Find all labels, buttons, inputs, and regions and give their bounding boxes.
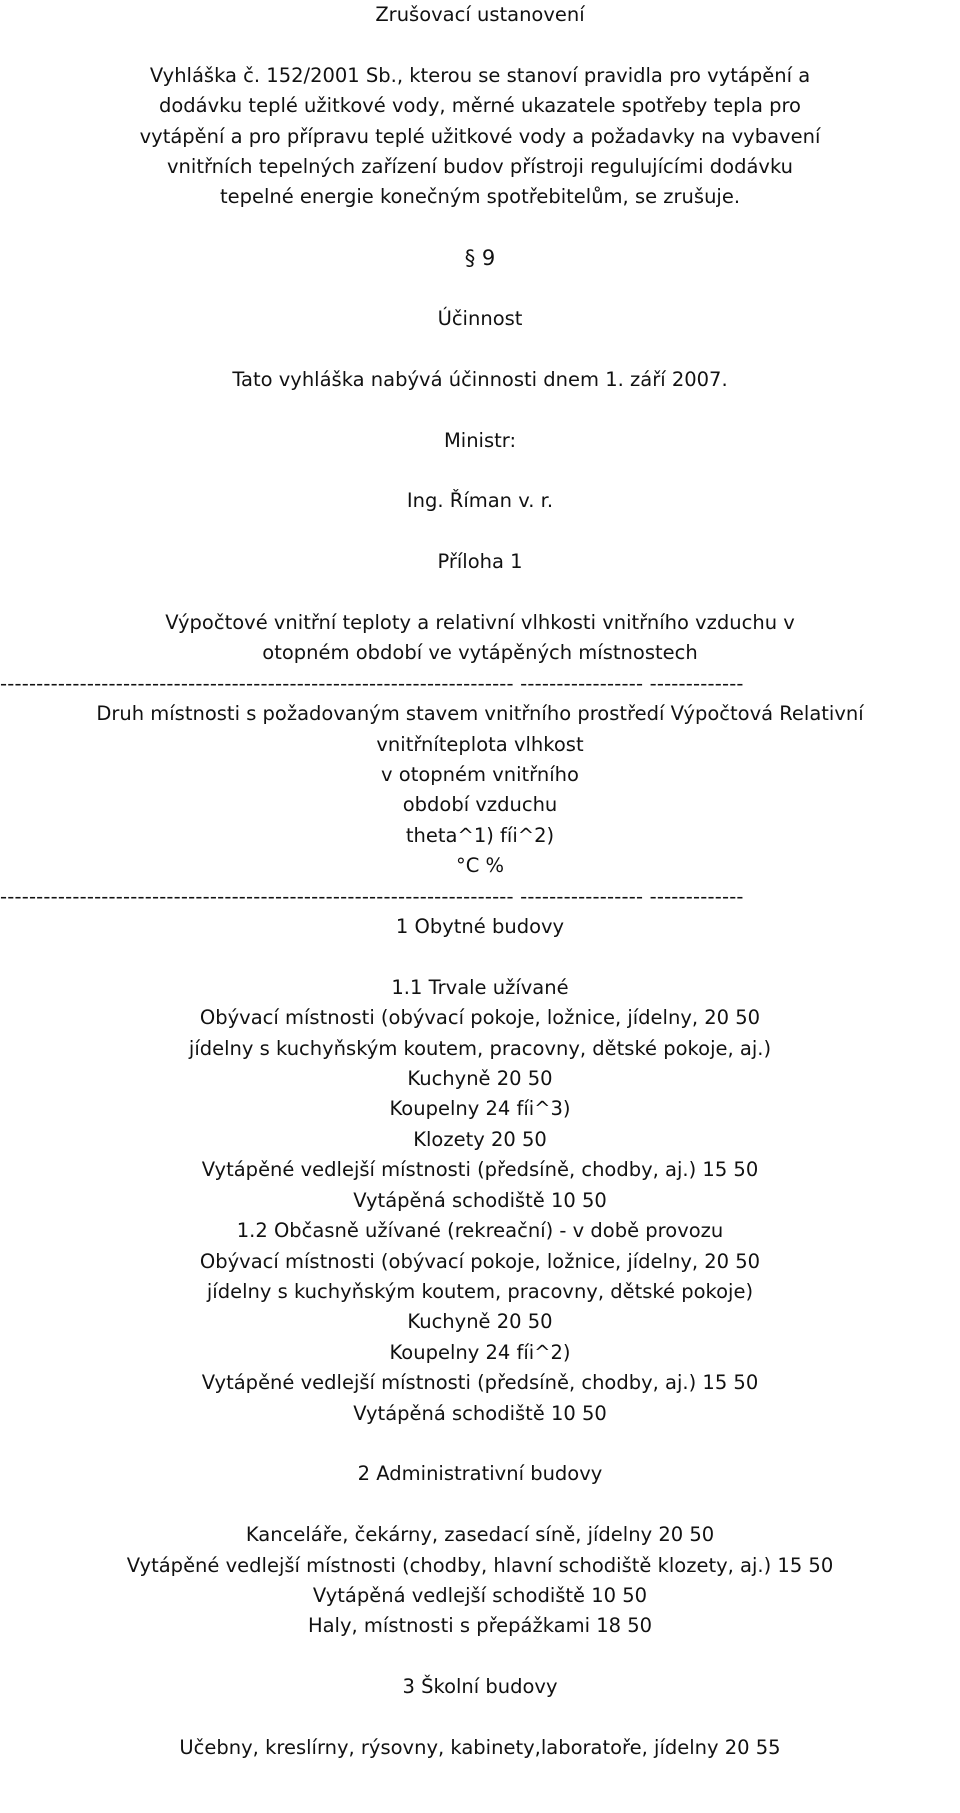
table-row: Klozety 20 50 xyxy=(413,1127,547,1151)
repeal-line: vnitřních tepelných zařízení budov přístroji regulujícími dodávku xyxy=(167,155,793,179)
subgroup-rows xyxy=(0,1247,960,1429)
section-title: Účinnost xyxy=(437,307,523,331)
spacer xyxy=(0,1429,960,1459)
spacer xyxy=(0,274,960,304)
spacer xyxy=(0,1490,960,1520)
group-title: 2 Administrativní budovy xyxy=(357,1462,603,1486)
table-header-line: theta^1) fíi^2) xyxy=(405,823,555,847)
table-row: jídelny s kuchyňským koutem, pracovny, dětské pokoje) xyxy=(206,1279,754,1303)
spacer xyxy=(0,456,960,486)
repeal-paragraph xyxy=(0,61,960,213)
group-rows xyxy=(0,1733,960,1763)
spacer xyxy=(0,1642,960,1672)
table-rule-bottom: ----------------------------------------------------------------------- ----------------- ------------- xyxy=(0,884,744,908)
spacer xyxy=(0,578,960,608)
section-number: § 9 xyxy=(464,246,496,271)
table-title-line: otopném období ve vytápěných místnostech xyxy=(262,641,698,665)
table-row: Koupelny 24 fíi^2) xyxy=(389,1340,571,1364)
table-header-line: v otopném vnitřního xyxy=(381,763,579,787)
table-title xyxy=(0,608,960,669)
table-row: Kanceláře, čekárny, zasedací síně, jídelny 20 50 xyxy=(245,1523,715,1547)
spacer xyxy=(0,334,960,364)
table-header-line: vnitřníteplota vlhkost xyxy=(376,732,584,756)
table-row: Haly, místnosti s přepážkami 18 50 xyxy=(307,1614,653,1638)
repeal-heading: Zrušovací ustanovení xyxy=(375,3,585,26)
table-row: Obývací místnosti (obývací pokoje, ložnice, jídelny, 20 50 xyxy=(199,1249,761,1273)
minister-label: Ministr: xyxy=(443,428,517,452)
spacer xyxy=(0,517,960,547)
subgroup-title: 1.2 Občasně užívané (rekreační) - v době provozu xyxy=(236,1219,724,1243)
effect-text: Tato vyhláška nabývá účinnosti dnem 1. září 2007. xyxy=(232,367,728,391)
group-title: 1 Obytné budovy xyxy=(395,915,565,939)
table-row: Koupelny 24 fíi^3) xyxy=(389,1097,571,1121)
subgroup-rows xyxy=(0,1003,960,1216)
annex-title: Příloha 1 xyxy=(437,550,523,574)
repeal-line: Vyhláška č. 152/2001 Sb., kterou se stanoví pravidla pro vytápění a xyxy=(149,63,811,87)
table-row: Obývací místnosti (obývací pokoje, ložnice, jídelny, 20 50 xyxy=(199,1006,761,1030)
repeal-line: dodávku teplé užitkové vody, měrné ukazatele spotřeby tepla pro xyxy=(159,94,801,118)
table-header-line: °C % xyxy=(455,854,505,878)
table-row: Učebny, kreslírny, rýsovny, kabinety,laboratoře, jídelny 20 55 xyxy=(179,1735,781,1759)
repeal-line: vytápění a pro přípravu teplé užitkové vody a požadavky na vybavení xyxy=(139,124,821,148)
table-row: Vytápěná schodiště 10 50 xyxy=(353,1401,607,1425)
table-header xyxy=(0,699,960,881)
spacer xyxy=(0,1703,960,1733)
minister-name: Ing. Říman v. r. xyxy=(406,489,554,513)
table-row: Vytápěné vedlejší místnosti (chodby, hlavní schodiště klozety, aj.) 15 50 xyxy=(126,1553,834,1577)
spacer xyxy=(0,213,960,243)
group-rows xyxy=(0,1520,960,1642)
repeal-line: tepelné energie konečným spotřebitelům, se zrušuje. xyxy=(219,185,741,209)
spacer xyxy=(0,30,960,60)
table-title-line: Výpočtové vnitřní teploty a relativní vlhkosti vnitřního vzduchu v xyxy=(165,611,795,634)
table-header-line: období vzduchu xyxy=(402,793,558,817)
table-row: Vytápěná schodiště 10 50 xyxy=(353,1188,607,1212)
table-header-line: Druh místnosti s požadovaným stavem vnitřního prostředí Výpočtová Relativní xyxy=(96,702,864,726)
table-row: Vytápěné vedlejší místnosti (předsíně, chodby, aj.) 15 50 xyxy=(201,1371,759,1395)
table-row: Kuchyně 20 50 xyxy=(407,1067,553,1091)
subgroup-title: 1.1 Trvale užívané xyxy=(391,975,569,999)
table-rule-top: ----------------------------------------------------------------------- ----------------- ------------- xyxy=(0,671,744,695)
spacer xyxy=(0,942,960,972)
table-row: Kuchyně 20 50 xyxy=(407,1310,553,1334)
table-row: Vytápěné vedlejší místnosti (předsíně, chodby, aj.) 15 50 xyxy=(201,1158,759,1182)
group-title: 3 Školní budovy xyxy=(402,1675,558,1699)
spacer xyxy=(0,395,960,425)
table-row: Vytápěná vedlejší schodiště 10 50 xyxy=(312,1583,648,1607)
table-row: jídelny s kuchyňským koutem, pracovny, dětské pokoje, aj.) xyxy=(188,1036,772,1060)
